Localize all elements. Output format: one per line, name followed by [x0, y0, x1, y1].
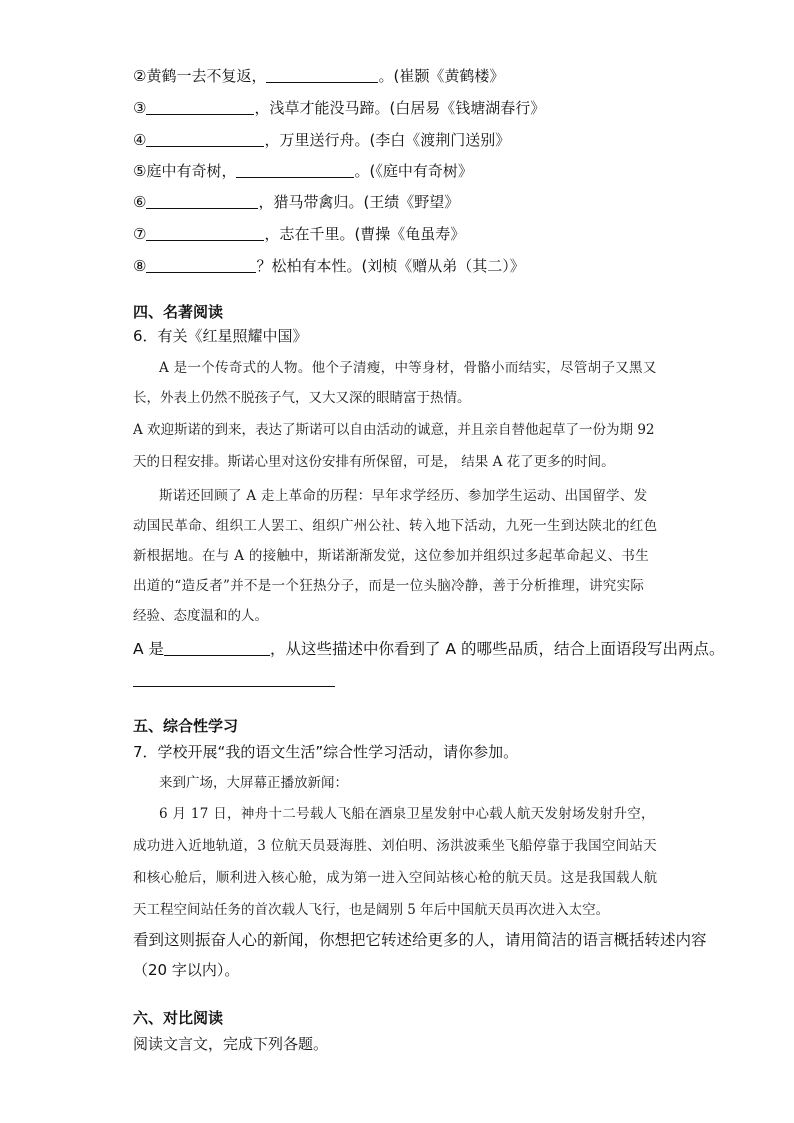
passage-line: A 是一个传奇式的人物。他个子清瘦，中等身材，骨骼小而结实，尽管胡子又黑又	[159, 360, 657, 376]
passage-line: 长，外表上仍然不脱孩子气，又大又深的眼睛富于热情。	[133, 390, 471, 406]
passage-line: 成功进入近地轨道，3 位航天员聂海胜、刘伯明、汤洪波乘坐飞船停靠于我国空间站天	[133, 838, 658, 854]
answer-line[interactable]	[133, 686, 335, 687]
question-6-label: 6．有关《红星照耀中国》	[133, 327, 308, 345]
poem-line	[133, 98, 545, 118]
poem-text-after: 。(崔颢《黄鹤楼》	[378, 67, 505, 85]
section-heading-6: 六、对比阅读	[133, 1009, 224, 1027]
passage-line: 斯诺还回顾了 A 走上革命的历程：早年求学经历、参加学生运动、出国留学、发	[159, 488, 648, 504]
poem-text-after: ？松柏有本性。(刘桢《赠从弟（其二）》	[256, 257, 525, 275]
question-7-prompt: 看到这则振奋人心的新闻，你想把它转述给更多的人，请用简洁的语言概括转述内容	[133, 931, 707, 949]
poem-number: ⑧	[133, 257, 147, 275]
answer-suffix: ，从这些描述中你看到了 A 的哪些品质，结合上面语段写出两点。	[270, 640, 725, 658]
answer-blank[interactable]	[164, 641, 270, 656]
passage-line: 动国民革命、组织工人罢工、组织广州公社、转入地下活动，九死一生到达陕北的红色	[133, 518, 658, 534]
poem-line	[133, 66, 504, 86]
poem-line	[133, 130, 510, 150]
poem-text-after: ，万里送行舟。(李白《渡荆门送别》	[264, 131, 511, 149]
poem-number: ④	[133, 131, 147, 149]
poem-number: ③	[133, 99, 147, 117]
poem-text-after: ，猎马带禽归。(王绩《野望》	[258, 193, 460, 211]
passage-line: 出道的“造反者”并不是一个狂热分子，而是一位头脑冷静，善于分析推理，讲究实际	[133, 578, 645, 594]
poem-number: ⑥	[133, 193, 147, 211]
passage-line: 天工程空间站任务的首次载人飞行，也是阔别 5 年后中国航天员再次进入太空。	[133, 902, 610, 918]
poem-line	[133, 256, 525, 276]
passage-line: 和核心舱后，顺利进入核心舱，成为第一进入空间站核心枪的航天员。这是我国载人航	[133, 870, 658, 886]
poem-text-after: 。(《庭中有奇树》	[354, 162, 473, 180]
fill-in-blank[interactable]	[146, 132, 264, 147]
poem-line	[133, 224, 465, 244]
fill-in-blank[interactable]	[146, 100, 254, 115]
answer-prefix: A 是	[133, 640, 165, 658]
fill-in-blank[interactable]	[236, 163, 354, 178]
question-6-answer-prompt	[133, 639, 725, 659]
poem-text-after: ，志在千里。(曹操《龟虽寿》	[264, 225, 466, 243]
passage-line: 6 月 17 日，神舟十二号载人飞船在酒泉卫星发射中心载人航天发射场发射升空，	[159, 806, 655, 822]
section-heading-5: 五、综合性学习	[133, 717, 239, 735]
poem-number: ⑤	[133, 162, 147, 180]
poem-line	[133, 192, 459, 212]
poem-text-after: ，浅草才能没马蹄。(白居易《钱塘湖春行》	[254, 99, 546, 117]
poem-text-before: 庭中有奇树，	[146, 162, 237, 180]
question-7-prompt: （20 字以内）。	[133, 961, 240, 979]
passage-line: 天的日程安排。斯诺心里对这份安排有所保留，可是， 结果 A 花了更多的时间。	[133, 454, 615, 470]
passage-line: 新根据地。在与 A 的接触中，斯诺渐渐发觉，这位参加并组织过多起革命起义、书生	[133, 548, 650, 564]
passage-line: A 欢迎斯诺的到来，表达了斯诺可以自由活动的诚意，并且亲自替他起草了一份为期 92	[133, 422, 655, 438]
fill-in-blank[interactable]	[146, 194, 258, 209]
passage-line: 来到广场，大屏幕正播放新闻：	[159, 775, 348, 791]
poem-text-before: 黄鹤一去不复返，	[146, 67, 267, 85]
section-6-instruction: 阅读文言文，完成下列各题。	[133, 1035, 329, 1053]
poem-number: ⑦	[133, 225, 147, 243]
passage-line: 经验、态度温和的人。	[133, 608, 268, 624]
fill-in-blank[interactable]	[146, 226, 264, 241]
poem-line	[133, 161, 473, 181]
poem-number: ②	[133, 67, 147, 85]
fill-in-blank[interactable]	[266, 68, 378, 83]
section-heading-4: 四、名著阅读	[133, 303, 224, 321]
fill-in-blank[interactable]	[146, 258, 256, 273]
question-7-label: 7．学校开展“我的语文生活”综合性学习活动，请你参加。	[133, 743, 519, 761]
